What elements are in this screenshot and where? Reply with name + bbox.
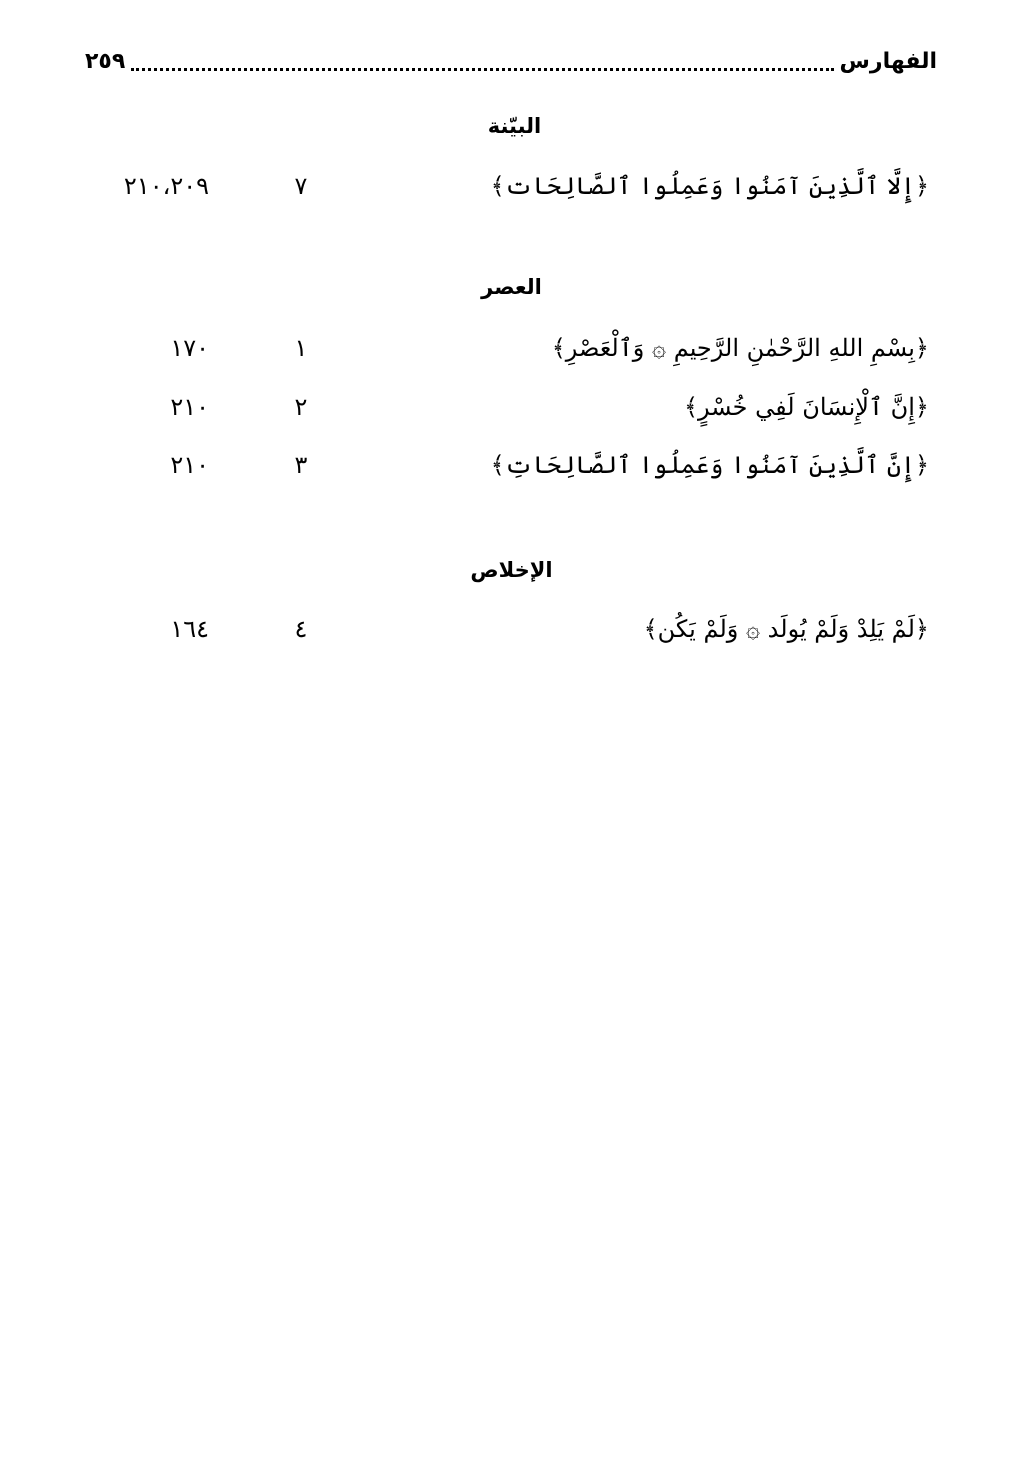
section-heading-asr: العصر — [481, 275, 542, 299]
ayah-text: ﴿لَمْ يَلِدْ وَلَمْ يُولَد ۞ وَلَمْ يَكُن﴾ — [643, 615, 929, 643]
index-entry — [85, 615, 937, 655]
page-references: ٢١٠ — [170, 393, 209, 421]
index-entry — [85, 451, 937, 491]
page-references: ١٦٤ — [170, 615, 209, 643]
ayah-text: ﴿إِنَّ ٱلْإِنسَانَ لَفِي خُسْرٍ﴾ — [683, 393, 929, 421]
running-header — [85, 44, 937, 78]
dot-leader — [131, 68, 833, 71]
page-number: ٢٥٩ — [85, 48, 126, 74]
index-entry — [85, 334, 937, 374]
ayah-text: ﴿بِسْمِ اللهِ الرَّحْمٰنِ الرَّحِيمِ ۞ وَٱلْعَصْرِ﴾ — [551, 334, 929, 362]
verse-number: ٣ — [294, 451, 308, 479]
page-references: ٢١٠،٢٠٩ — [123, 172, 209, 200]
running-header-title: الفهارس — [839, 48, 937, 74]
index-entry — [85, 172, 937, 212]
verse-number: ٢ — [294, 393, 308, 421]
verse-number: ٤ — [294, 615, 308, 643]
verse-number: ١ — [294, 334, 308, 362]
section-heading-ikhlas: الإخلاص — [470, 558, 553, 582]
section-heading-bayyina: البيّنة — [487, 114, 542, 138]
ayah-text: ﴿إِنَّ ٱلَّذِينَ آمَنُوا وَعَمِلُوا ٱلصَّالِحَاتِ﴾ — [490, 451, 929, 479]
page-references: ٢١٠ — [170, 451, 209, 479]
ayah-text: ﴿إِلَّا ٱلَّذِينَ آمَنُوا وَعَمِلُوا ٱلصَّالِحَات﴾ — [490, 172, 929, 200]
page-references: ١٧٠ — [170, 334, 209, 362]
index-entry — [85, 393, 937, 433]
verse-number: ٧ — [294, 172, 308, 200]
